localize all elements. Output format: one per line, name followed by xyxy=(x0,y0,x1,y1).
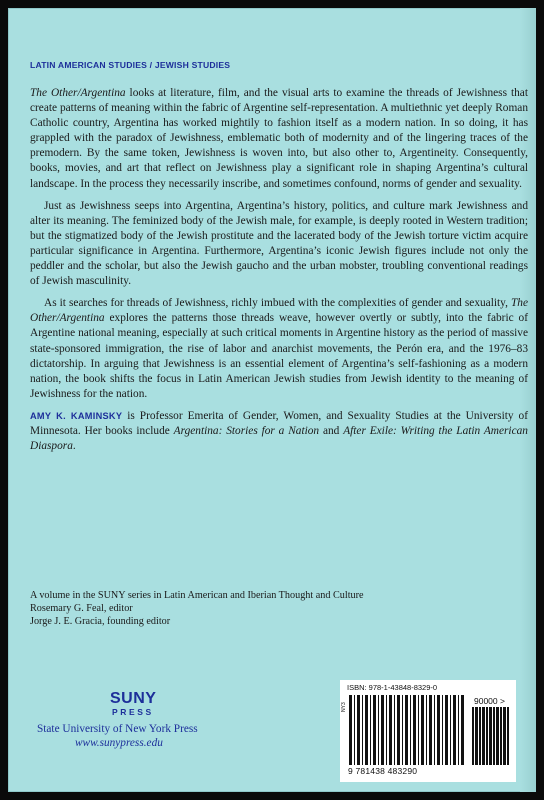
author-book-1: Argentina: Stories for a Nation xyxy=(173,424,320,437)
description-paragraph-1 xyxy=(30,86,528,192)
book-back-cover xyxy=(8,8,536,792)
price-code: 90000 > xyxy=(474,696,505,706)
barcode-bar xyxy=(357,695,360,765)
author-name: AMY K. KAMINSKY xyxy=(30,410,123,421)
publisher-name: State University of New York Press xyxy=(37,723,198,735)
barcode-bar xyxy=(394,695,395,765)
barcode-bar xyxy=(442,695,443,765)
barcode-bar xyxy=(507,707,509,765)
barcode-bar xyxy=(486,707,488,765)
ean-barcode xyxy=(349,695,467,765)
author-bio-text-1: is Professor Emerita of Gender, Women, and Sexuality Studies at the University of Minnesota. Her books include xyxy=(30,409,528,437)
paragraph-1-text: looks at literature, film, and the visual arts to examine the threads of Jewishness that create patterns of meaning within the fabric of Argentine self-representation. A multiethnic yet deeply Roman Catholic country, Argentina has worked mightily to fashion itself as a modern nation. In so doing, it has grappled with the paradox of Jewishness, emblematic both of modernity and of the lingering traces of the premodern. By the same token, Jewishness is woven into, but also other to, Argentineity. Consequently, books, movies, and art that reflect on Jewishness play a significant role in shaping Argentina’s cultural landscape. In the process they necessarily inscribe, and sometimes confound, norms of gender and sexuality. xyxy=(30,87,528,190)
description-paragraph-3 xyxy=(30,296,528,402)
series-info xyxy=(30,589,500,628)
barcode-bar xyxy=(450,695,451,765)
barcode-bar xyxy=(453,695,456,765)
side-code: NY3 xyxy=(341,702,347,712)
paragraph-3-text-before: As it searches for threads of Jewishness, richly imbued with the complexities of gender and sexuality, xyxy=(44,297,511,310)
barcode-bar xyxy=(402,695,403,765)
barcode-bar xyxy=(445,695,448,765)
ean-digits: 9 781438 483290 xyxy=(348,766,418,776)
barcode-bar xyxy=(389,695,392,765)
barcode-bar xyxy=(489,707,492,765)
barcode-bar xyxy=(362,695,363,765)
barcode-label xyxy=(340,680,516,782)
barcode-bar xyxy=(493,707,495,765)
author-book-2: After Exile: Writing the Latin American Diaspora xyxy=(30,424,528,453)
series-founding-editor: Jorge J. E. Gracia, founding editor xyxy=(30,616,171,627)
suny-logo-word: SUNY xyxy=(110,690,157,707)
barcode-bar xyxy=(386,695,387,765)
author-bio-end: . xyxy=(72,440,76,453)
barcode-bar xyxy=(437,695,440,765)
barcode-bar xyxy=(405,695,408,765)
description-body xyxy=(30,86,528,461)
barcode-bar xyxy=(365,695,368,765)
paragraph-3-text-after: explores the patterns those threads weave, however overtly or subtly, into the fabric of Argentine national meaning, especially at such critical moments in Argentine history as the period of massive state-sponsored immigration, the rise of labor and anarchist movements, the Perón era, and the 1976–83 dictatorship. In arguing that Jewishness is an essential element of Argentina’s self-fashioning as a modern nation, the book shifts the focus in Latin American Jewish studies from Jewish identity to the meaning of Jewishness for the nation. xyxy=(30,312,528,400)
description-paragraph-2: Just as Jewishness seeps into Argentina, Argentina’s history, politics, and culture mark Jewishness and alter its meaning. The feminized body of the Jewish male, for example, is deeply rooted in Western tradition; but the stigmatized body of the Jewish prostitute and the lacerated body of the Jewish torture victim acquire particular significance in Argentina. Furthermore, Argentina’s iconic Jewish figures include not only the peddler and the scholar, but also the Jewish gaucho and the urban mobster, troubling conventional readings of Jewish masculinity. xyxy=(30,199,528,288)
barcode-bar xyxy=(410,695,411,765)
barcode-bar xyxy=(479,707,481,765)
barcode-bar xyxy=(354,695,355,765)
barcode-bar xyxy=(413,695,416,765)
subject-heading: LATIN AMERICAN STUDIES / JEWISH STUDIES xyxy=(30,60,231,70)
addon-barcode xyxy=(472,707,510,765)
barcode-bar xyxy=(472,707,474,765)
barcode-bar xyxy=(434,695,435,765)
book-title-italic: The Other/Argentina xyxy=(30,297,528,325)
barcode-bar xyxy=(373,695,376,765)
series-editor: Rosemary G. Feal, editor xyxy=(30,603,133,614)
barcode-bar xyxy=(458,695,459,765)
barcode-bar xyxy=(349,695,352,765)
series-line: A volume in the SUNY series in Latin American and Iberian Thought and Culture xyxy=(30,590,364,601)
author-bio xyxy=(30,409,528,454)
barcode-bar xyxy=(461,695,464,765)
barcode-bar xyxy=(496,707,499,765)
barcode-bar xyxy=(503,707,506,765)
barcode-bar xyxy=(426,695,427,765)
book-title-italic: The Other/Argentina xyxy=(30,87,126,99)
barcode-bar xyxy=(397,695,400,765)
barcode-bar xyxy=(475,707,478,765)
barcode-bar xyxy=(381,695,384,765)
barcode-bar xyxy=(429,695,432,765)
press-logo-word: PRESS xyxy=(112,707,154,717)
barcode-bar xyxy=(500,707,502,765)
barcode-bar xyxy=(418,695,419,765)
barcode-bar xyxy=(421,695,424,765)
publisher-url: www.sunypress.edu xyxy=(75,737,163,749)
barcode-bar xyxy=(370,695,371,765)
isbn-text: ISBN: 978-1-43848-8329-0 xyxy=(347,683,438,692)
author-bio-text-2: and xyxy=(319,424,344,437)
barcode-bar xyxy=(482,707,485,765)
barcode-bar xyxy=(378,695,379,765)
